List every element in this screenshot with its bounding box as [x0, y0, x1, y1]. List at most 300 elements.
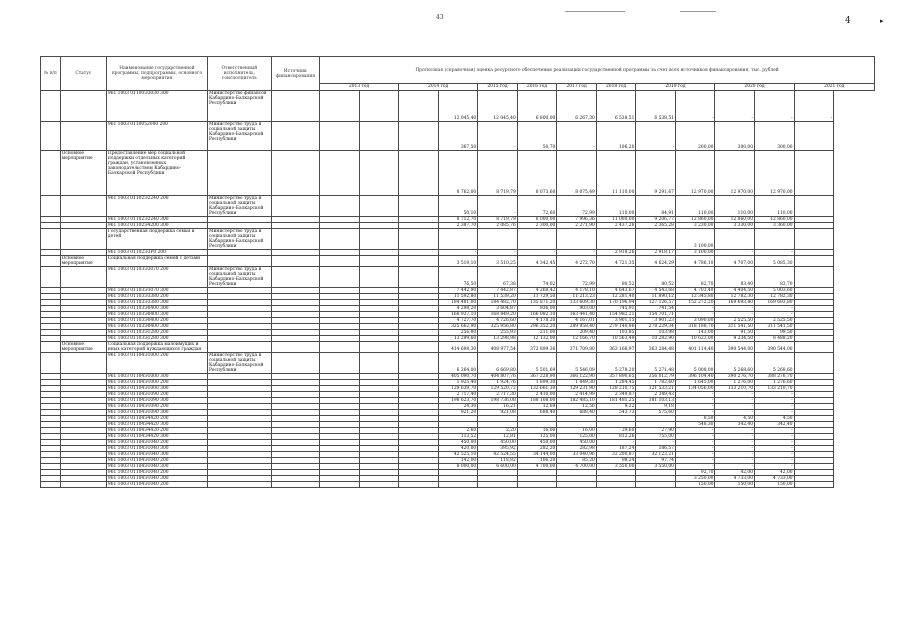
cell-value: 936,00 — [517, 306, 557, 312]
cell-value: 2 387,70 — [438, 223, 478, 229]
cell-value: 200,00 — [675, 122, 715, 151]
cell-value: 168 849,20 — [478, 312, 518, 318]
cell-code: 961 1003 01104Э4420 300 — [106, 434, 207, 440]
cell-value — [359, 122, 399, 151]
cell-code: 961 1003 01104Э4420 200 — [106, 428, 207, 434]
cell-code: 961 1003 01102Э2240 200 — [106, 196, 207, 217]
cell-value: 184 482,70 — [478, 300, 518, 306]
cell-value: 6 264,00 — [438, 353, 478, 374]
cell-value: 2 525,50 — [715, 318, 755, 324]
cell-status — [60, 353, 106, 374]
cell-value: 129 639,70 — [438, 386, 478, 392]
cell-value: 4 700,00 — [557, 464, 597, 470]
cell-value: 8 073,60 — [517, 151, 557, 196]
cell-value: 342,40 — [755, 422, 795, 428]
cell-value: - — [715, 428, 755, 434]
cell-value: 3 090,00 — [675, 318, 715, 324]
cell-value: 80,52 — [596, 267, 636, 288]
cell-value — [557, 482, 597, 488]
cell-n — [41, 342, 61, 353]
cell-value: 3 604,87 — [478, 306, 518, 312]
cell-value: 296 352,20 — [517, 324, 557, 330]
top-rule — [680, 11, 716, 12]
cell-value: 7 996,36 — [557, 217, 597, 223]
cell-value: 6 800,00 — [517, 91, 557, 122]
cell-value: - — [675, 306, 715, 312]
cell-value: 42,00 — [755, 470, 795, 476]
cell-value: 3 100,00 — [675, 250, 715, 256]
cell-value: 12,56 — [557, 404, 597, 410]
cell-value: 8 000,00 — [438, 464, 478, 470]
cell-code: 961 1003 01100Э3030 300 — [106, 91, 207, 122]
cell-value: 9 206,77 — [636, 217, 676, 223]
cell-value: 371 709,80 — [557, 342, 597, 353]
cell-value — [399, 91, 439, 122]
cell-value: 688,40 — [557, 410, 597, 416]
cell-status — [60, 229, 106, 250]
cell-value: 32 123,21 — [636, 452, 676, 458]
cell-value: 110,00 — [715, 196, 755, 217]
cell-value: 4 624,29 — [636, 256, 676, 267]
cell-value: 98,24 — [596, 458, 636, 464]
cell-value — [517, 229, 557, 250]
cell-value: 106,20 — [517, 458, 557, 464]
cell-value: 12,69 — [517, 404, 557, 410]
cell-value: 6 267,30 — [557, 91, 597, 122]
cell-value: 2 918,26 — [596, 250, 636, 256]
cell-value: 129 520,72 — [478, 386, 518, 392]
cell-value: 12 860,00 — [675, 217, 715, 223]
cell-value: 150,00 — [675, 482, 715, 488]
cell-value — [399, 267, 439, 288]
cell-value: 1 276,00 — [715, 380, 755, 386]
cell-value: - — [715, 404, 755, 410]
cell-value: 11 213,23 — [557, 294, 597, 300]
cell-value: 67,38 — [478, 267, 518, 288]
cell-value: - — [675, 404, 715, 410]
cell-value: - — [715, 452, 755, 458]
cell-value: 318 188,70 — [675, 324, 715, 330]
cell-value: 10 282,90 — [636, 336, 676, 342]
cell-code: 961 1003 01102Э3Р0 200 — [106, 250, 207, 256]
cell-value: 150,00 — [715, 482, 755, 488]
cell-value: 12 782,30 — [715, 294, 755, 300]
cell-value — [794, 353, 834, 374]
cell-value — [636, 229, 676, 250]
cell-value: - — [675, 464, 715, 470]
cell-value: 1 782,60 — [636, 380, 676, 386]
cell-value: 4 178,20 — [517, 318, 557, 324]
cell-value: 110,00 — [596, 196, 636, 217]
top-rule — [565, 11, 625, 12]
cell-value: 8 719,79 — [478, 151, 518, 196]
cell-code: 961 1003 01104Э4420 300 — [106, 422, 207, 428]
cell-status — [60, 482, 106, 488]
cell-value: 921,20 — [438, 410, 478, 416]
cell-value: 405 090,70 — [438, 374, 478, 380]
cell-value: 2,60 — [438, 428, 478, 434]
cell-value: 74,02 — [517, 267, 557, 288]
cell-code: 961 1003 01104Э1040 300 — [106, 464, 207, 470]
header-row — [41, 57, 875, 84]
cell-value: - — [636, 122, 676, 151]
cell-value: 113,52 — [438, 434, 478, 440]
cell-value: 72,99 — [557, 267, 597, 288]
cell-value: 342,40 — [715, 422, 755, 428]
cell-value: 27,90 — [636, 428, 676, 434]
cell-value — [359, 91, 399, 122]
cell-code: 961 1003 01104Э4420 200 — [106, 416, 207, 422]
cell-value: 198 736,08 — [478, 398, 518, 404]
cell-value: 127 126,57 — [636, 300, 676, 306]
cell-value: - — [715, 446, 755, 452]
cell-value: 24,30 — [438, 404, 478, 410]
cell-value: 12 132,00 — [517, 336, 557, 342]
cell-executor: Министерство финансов Кабардино-Балкарской Республики — [207, 91, 271, 122]
cell-value: 5 268,60 — [755, 353, 795, 374]
cell-value: 5 278,20 — [596, 353, 636, 374]
cell-value: 3 100,00 — [675, 229, 715, 250]
cell-value: 4 786,10 — [675, 256, 715, 267]
table-row — [41, 196, 875, 217]
cell-value: 142,00 — [438, 458, 478, 464]
cell-value — [399, 353, 439, 374]
cell-value: 2,20 — [478, 428, 518, 434]
cell-code: 961 1003 01104Э1040 200 — [106, 470, 207, 476]
cell-value: 11 110,00 — [596, 151, 636, 196]
header-year: 2021 год — [794, 84, 874, 91]
cell-value: - — [675, 410, 715, 416]
cell-value: 4 707,00 — [715, 256, 755, 267]
cell-value: 7 442,87 — [478, 288, 518, 294]
cell-value: - — [478, 122, 518, 151]
cell-value: 278 229,34 — [636, 324, 676, 330]
cell-n — [41, 482, 61, 488]
cell-value: 755,00 — [636, 434, 676, 440]
cell-value — [596, 482, 636, 488]
cell-value: 311 541,50 — [755, 324, 795, 330]
cell-value: - — [596, 440, 636, 446]
cell-source — [271, 229, 319, 250]
cell-value: - — [675, 446, 715, 452]
cell-code: 961 1003 01104Э1040 300 — [106, 446, 207, 452]
cell-value: 325 662,90 — [438, 324, 478, 330]
cell-code: 961 1003 01103Э1280 200 — [106, 330, 207, 336]
corner-tick: ▸ — [880, 17, 884, 25]
cell-value: 129 231,90 — [557, 386, 597, 392]
cell-value — [794, 229, 834, 250]
cell-value: 2 085,76 — [478, 223, 518, 229]
cell-value: 390 276,70 — [715, 374, 755, 380]
cell-value: - — [755, 452, 795, 458]
cell-value — [478, 229, 518, 250]
cell-value: 11 729,50 — [517, 294, 557, 300]
cell-code: 961 1003 01104Э1000 300 — [106, 386, 207, 392]
cell-value: 6 669,80 — [478, 353, 518, 374]
cell-value — [794, 482, 834, 488]
cell-value: - — [755, 398, 795, 404]
cell-value: - — [755, 312, 795, 318]
cell-value: 12 782,30 — [755, 294, 795, 300]
cell-value: 4 643,67 — [596, 288, 636, 294]
cell-value: 255,93 — [478, 330, 518, 336]
cell-value: 8 488,20 — [755, 336, 795, 342]
cell-code: 961 1003 01103Э3070 300 — [106, 288, 207, 294]
cell-value: 4,50 — [755, 416, 795, 422]
cell-value: 50,10 — [438, 196, 478, 217]
cell-value: 12 860,00 — [755, 217, 795, 223]
cell-code: 961 1003 01102Э2240 300 — [106, 217, 207, 223]
cell-value: - — [794, 91, 834, 122]
cell-value: 85,20 — [557, 458, 597, 464]
cell-value: 9,22 — [596, 404, 636, 410]
cell-value: 33 040,96 — [557, 452, 597, 458]
cell-value: 110,00 — [675, 196, 715, 217]
cell-value — [320, 267, 360, 288]
cell-value: - — [675, 434, 715, 440]
cell-value: 5 003,60 — [755, 288, 795, 294]
cell-source — [271, 353, 319, 374]
table-row — [41, 122, 875, 151]
cell-value: 5 268,60 — [715, 353, 755, 374]
cell-value — [399, 256, 439, 267]
cell-value: 5 085,30 — [755, 256, 795, 267]
cell-value: 812,26 — [596, 434, 636, 440]
cell-value — [359, 196, 399, 217]
cell-value: 12 166,70 — [557, 336, 597, 342]
cell-value — [794, 342, 834, 353]
cell-value: 7 442,90 — [438, 288, 478, 294]
cell-value: 3 230,00 — [675, 223, 715, 229]
cell-code: 961 1003 01104Э1090 200 — [106, 404, 207, 410]
cell-value: 4 543,68 — [636, 288, 676, 294]
cell-value: 3 510,25 — [478, 256, 518, 267]
cell-value: 2 271,90 — [557, 223, 597, 229]
cell-value: 134 056,00 — [675, 386, 715, 392]
cell-value: 169 693,80 — [755, 300, 795, 306]
cell-status: Основное мероприятие — [60, 151, 106, 196]
cell-value: 188 108,00 — [517, 398, 557, 404]
cell-value — [794, 151, 834, 196]
cell-value: 5 546,09 — [557, 353, 597, 374]
cell-value: 8 000,00 — [517, 217, 557, 223]
cell-value: 83,70 — [755, 267, 795, 288]
cell-value: - — [755, 458, 795, 464]
cell-value: 103,85 — [596, 330, 636, 336]
cell-value: - — [675, 452, 715, 458]
cell-value: 372 899,36 — [517, 342, 557, 353]
cell-code: 961 1003 01103Э0400 300 — [106, 312, 207, 318]
cell-value: 12 045,40 — [438, 91, 478, 122]
cell-value: - — [755, 250, 795, 256]
cell-value: - — [715, 250, 755, 256]
cell-value — [359, 267, 399, 288]
cell-value: - — [715, 91, 755, 122]
cell-n — [41, 151, 61, 196]
cell-value: 4 721,35 — [596, 256, 636, 267]
cell-value: 4 178,10 — [557, 288, 597, 294]
cell-value: 4,50 — [715, 416, 755, 422]
cell-executor — [207, 342, 271, 353]
cell-value: 2 300,00 — [517, 223, 557, 229]
cell-value — [320, 122, 360, 151]
cell-value: - — [755, 446, 795, 452]
cell-value: - — [438, 250, 478, 256]
cell-value: - — [675, 312, 715, 318]
cell-value: 2 414,99 — [557, 392, 597, 398]
cell-value — [320, 342, 360, 353]
cell-value: 4 733,00 — [715, 476, 755, 482]
cell-value — [399, 122, 439, 151]
cell-value: 72,60 — [517, 196, 557, 217]
cell-value — [438, 229, 478, 250]
cell-value — [636, 482, 676, 488]
cell-value: 390 544,00 — [715, 342, 755, 353]
cell-value: - — [715, 306, 755, 312]
table-row — [41, 324, 875, 330]
cell-value: 450,00 — [517, 440, 557, 446]
cell-value: 6 600,00 — [478, 464, 518, 470]
cell-value: 4 404,50 — [715, 288, 755, 294]
cell-value: 4 726,60 — [478, 318, 518, 324]
cell-code: Государственная поддержка семьи и детей — [106, 229, 207, 250]
table-row — [41, 380, 875, 386]
cell-value: 12 045,40 — [478, 91, 518, 122]
header-executor: Ответственный исполнитель, соисполнитель — [207, 57, 271, 91]
table-row — [41, 374, 875, 380]
cell-value: 279 140,86 — [596, 324, 636, 330]
cell-value: 388 276,70 — [755, 374, 795, 380]
cell-value: - — [755, 440, 795, 446]
cell-value — [359, 229, 399, 250]
cell-value: 187,24 — [596, 446, 636, 452]
cell-value: 548,30 — [675, 422, 715, 428]
cell-n — [41, 229, 61, 250]
cell-value: 34 144,00 — [517, 452, 557, 458]
cell-value: - — [755, 404, 795, 410]
cell-n — [41, 256, 61, 267]
cell-value: 50,70 — [517, 122, 557, 151]
cell-value: 414 698,30 — [438, 342, 478, 353]
cell-value: - — [715, 458, 755, 464]
cell-n — [41, 122, 61, 151]
cell-value: 121 533,21 — [636, 386, 676, 392]
cell-value: - — [755, 392, 795, 398]
cell-value: 143,00 — [675, 330, 715, 336]
cell-value: 184 481,00 — [438, 300, 478, 306]
cell-value: 11 000,00 — [596, 217, 636, 223]
cell-value — [557, 229, 597, 250]
cell-value: - — [557, 250, 597, 256]
cell-value: 181 481,25 — [596, 398, 636, 404]
cell-value: 395,92 — [478, 446, 518, 452]
header-year: 2017 год — [557, 84, 597, 91]
cell-value: 450,00 — [557, 440, 597, 446]
cell-value — [359, 482, 399, 488]
cell-value: 357 890,65 — [596, 374, 636, 380]
cell-code: 961 1003 01104Э1000 200 — [106, 380, 207, 386]
cell-value: - — [755, 306, 795, 312]
cell-status — [60, 122, 106, 151]
cell-value: 366 122,90 — [557, 374, 597, 380]
cell-value — [517, 482, 557, 488]
header-year: 2018 год — [596, 84, 636, 91]
cell-value: 363 168,97 — [596, 342, 636, 353]
cell-code: Социальная поддержка малоимущих и иных категорий нуждающихся граждан — [106, 342, 207, 353]
cell-value: - — [636, 440, 676, 446]
cell-status: Основное мероприятие — [60, 342, 106, 353]
cell-value — [399, 342, 439, 353]
cell-value: 150,00 — [755, 482, 795, 488]
cell-value: 311 541,50 — [715, 324, 755, 330]
cell-source — [271, 256, 319, 267]
cell-value: 6 538,51 — [636, 91, 676, 122]
corner-mark: 4 — [845, 16, 851, 26]
cell-value: 11 592,80 — [438, 294, 478, 300]
cell-value: 356 012,79 — [636, 374, 676, 380]
cell-value: 4 167,01 — [557, 318, 597, 324]
header-year: 2013 год — [320, 84, 399, 91]
cell-value: - — [675, 398, 715, 404]
cell-n — [41, 196, 61, 217]
cell-value: - — [517, 250, 557, 256]
resource-table — [40, 56, 875, 488]
cell-value: 5 008,00 — [675, 353, 715, 374]
cell-value: 921,08 — [478, 410, 518, 416]
header-year: 2015 год — [478, 84, 518, 91]
cell-value: 1 276,60 — [755, 380, 795, 386]
cell-value: 1 899,30 — [517, 380, 557, 386]
cell-value: 367 228,90 — [517, 374, 557, 380]
cell-value: 12,81 — [478, 434, 518, 440]
cell-value: 8 719,79 — [478, 217, 518, 223]
cell-code: 961 1003 01104Э1040 300 — [106, 476, 207, 482]
cell-value: 408 977,54 — [478, 342, 518, 353]
cell-value: 741,54 — [636, 306, 676, 312]
cell-source — [271, 91, 319, 122]
cell-value: - — [557, 122, 597, 151]
cell-value: - — [715, 392, 755, 398]
cell-value: 10 623,00 — [675, 336, 715, 342]
cell-value: 29,60 — [596, 428, 636, 434]
cell-value: 3 519,10 — [438, 256, 478, 267]
table-row — [41, 256, 875, 267]
header-year: 2020 год — [715, 84, 794, 91]
cell-status — [60, 267, 106, 288]
cell-value: - — [675, 392, 715, 398]
cell-value: 4 272,70 — [557, 256, 597, 267]
cell-value: 367,50 — [438, 122, 478, 151]
table-row — [41, 482, 875, 488]
cell-value: 282,98 — [557, 446, 597, 452]
cell-value: 3 901,23 — [636, 318, 676, 324]
cell-value: 6 538,51 — [596, 91, 636, 122]
cell-value: 103,98 — [636, 330, 676, 336]
cell-value: 9 234,50 — [715, 336, 755, 342]
cell-value — [794, 196, 834, 217]
cell-value: 170 196,94 — [596, 300, 636, 306]
cell-value: - — [755, 464, 795, 470]
cell-value: - — [755, 434, 795, 440]
cell-value: 1 284,45 — [596, 380, 636, 386]
cell-value: 404 807,76 — [478, 374, 518, 380]
cell-value: 396 104,40 — [675, 374, 715, 380]
cell-value: 42 524,55 — [478, 452, 518, 458]
cell-value — [794, 267, 834, 288]
cell-value: 83,40 — [715, 267, 755, 288]
cell-n — [41, 91, 61, 122]
cell-value: 211,00 — [517, 330, 557, 336]
